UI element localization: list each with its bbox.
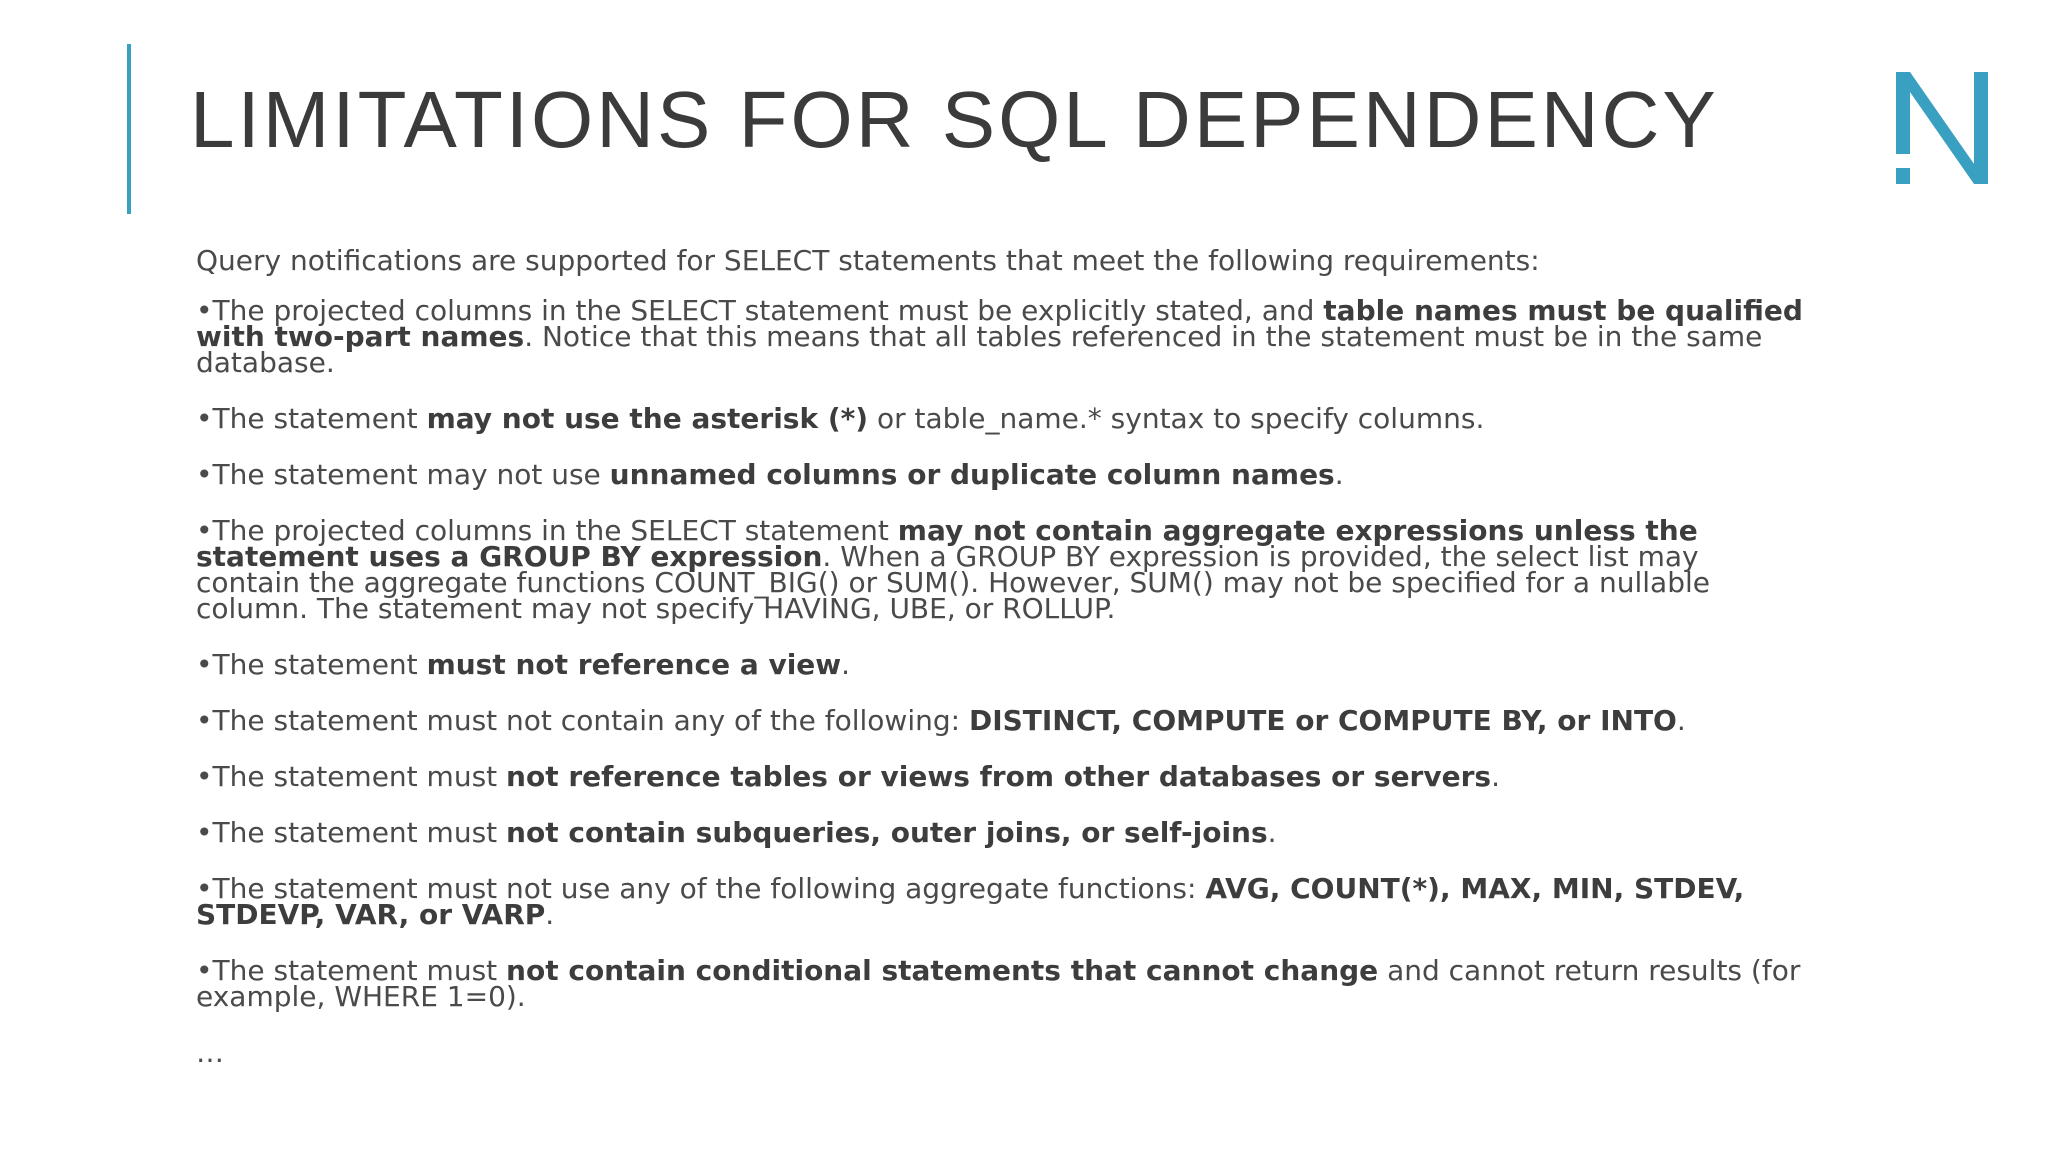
bullet-text: •The statement [196, 648, 427, 681]
slide-title: LIMITATIONS FOR SQL DEPENDENCY [190, 75, 1719, 164]
bullet-emphasis: not reference tables or views from other databases or servers [506, 760, 1492, 793]
bullet-item [196, 458, 1806, 491]
bullet-text: •The statement must [196, 954, 507, 987]
bullet-item [196, 514, 1806, 625]
bullet-item [196, 954, 1806, 1013]
bullet-text: •The projected columns in the SELECT statement must be explicitly stated, and [196, 294, 1324, 327]
bullet-text: •The projected columns in the SELECT statement [196, 514, 898, 547]
bullet-emphasis: unnamed columns or duplicate column names [609, 458, 1335, 491]
bullet-emphasis: must not reference a view [426, 648, 842, 681]
bullet-item [196, 872, 1806, 931]
bullet-emphasis: not contain subqueries, outer joins, or self-joins [506, 816, 1268, 849]
bullet-text: . [1334, 458, 1344, 491]
ellipsis-text: … [196, 1036, 224, 1069]
bullet-text: . [1491, 760, 1500, 793]
bullet-emphasis: may not use the asterisk (*) [426, 402, 869, 435]
bullet-text: •The statement must not contain any of the following: [196, 704, 969, 737]
bullet-text: •The statement must [196, 760, 507, 793]
bullet-item [196, 816, 1806, 849]
bullet-text: •The statement may not use [196, 458, 610, 491]
bullet-text: . [1676, 704, 1686, 737]
title-accent-bar [127, 44, 131, 214]
bullet-emphasis: DISTINCT, COMPUTE or COMPUTE BY, or INTO [968, 704, 1677, 737]
bullet-text: •The statement [196, 402, 427, 435]
bullet-emphasis: may not contain aggregate expressions unless the statement uses a GROUP BY expression [196, 514, 1698, 573]
bullet-item [196, 704, 1806, 737]
bullet-emphasis: AVG, COUNT(*), MAX, MIN, STDEV, STDEVP, VAR, or VARP [196, 872, 1745, 931]
bullet-text: . [841, 648, 851, 681]
n-logo-icon [1894, 70, 1990, 186]
bullet-emphasis: not contain conditional statements that cannot change [506, 954, 1379, 987]
bullet-text: •The statement must [196, 816, 507, 849]
bullet-item [196, 402, 1806, 435]
intro-text: Query notifications are supported for SELECT statements that meet the following requirements: [196, 244, 1540, 277]
bullet-text: •The statement must not use any of the following aggregate functions: [196, 872, 1206, 905]
bullet-item [196, 648, 1806, 681]
bullet-text: . Notice that this means that all tables referenced in the statement must be in the same database. [196, 320, 1763, 379]
bullet-text: . [1267, 816, 1277, 849]
bullet-text: . [545, 898, 555, 931]
bullet-item [196, 760, 1806, 793]
bullet-item [196, 294, 1806, 379]
slide-body [196, 244, 1806, 1069]
bullet-text: or table_name.* syntax to specify columns. [868, 402, 1485, 435]
bullet-text: . When a GROUP BY expression is provided, the select list may contain the aggregate functions COUNT_BIG() or SUM(). However, SUM() may not be specified for a nullable column. The statement may not specify HAVING, UBE, or ROLLUP. [196, 540, 1710, 625]
bullet-text: and cannot return results (for example, WHERE 1=0). [196, 954, 1801, 1013]
bullet-emphasis: table names must be qualified with two-part names [196, 294, 1803, 353]
